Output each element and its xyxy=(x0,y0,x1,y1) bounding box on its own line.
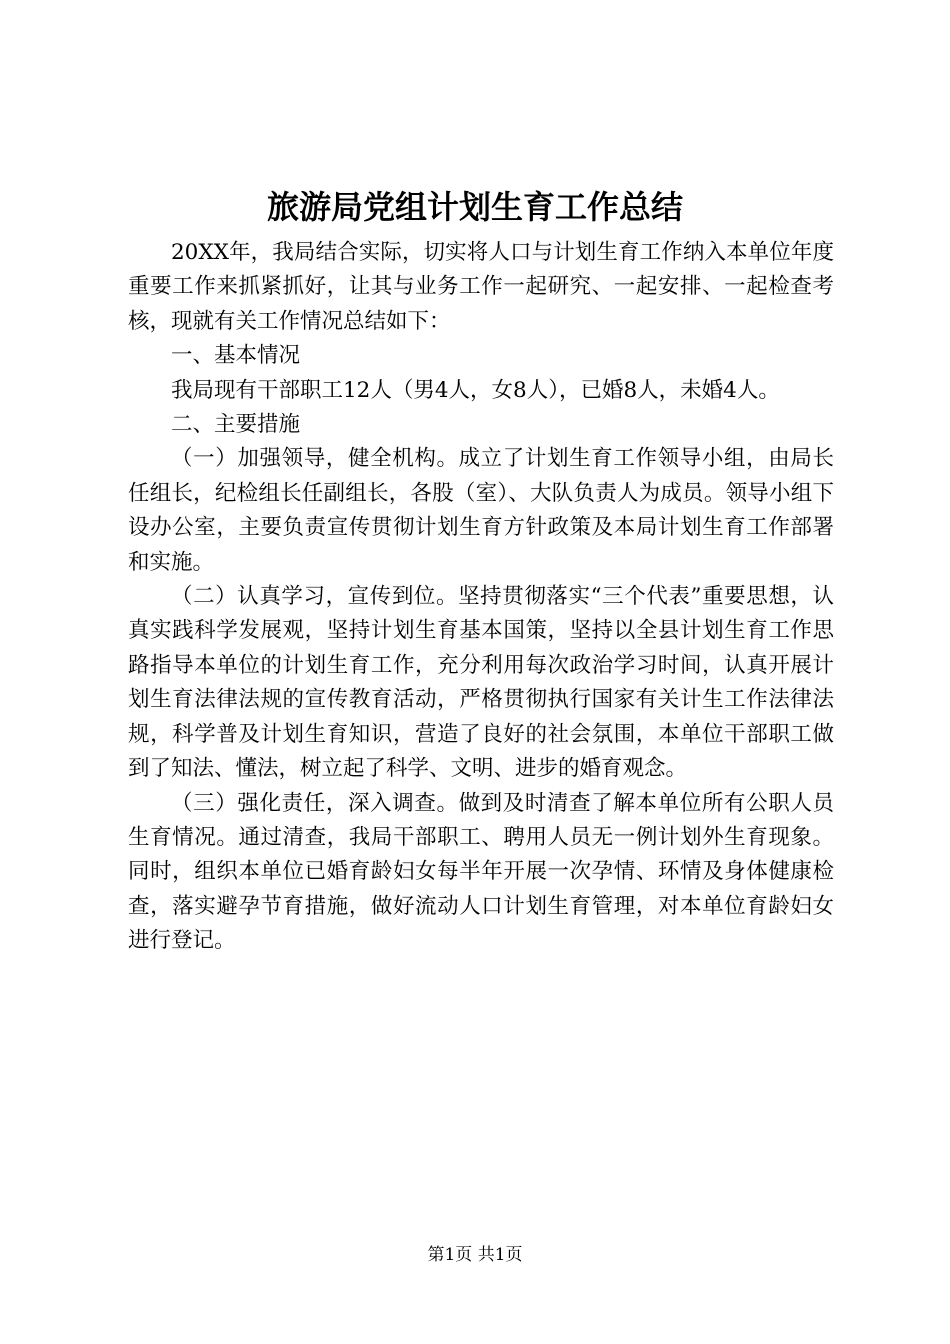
page-footer: 第1页 共1页 xyxy=(427,1245,523,1265)
measure-paragraph-2: （二）认真学习，宣传到位。坚持贯彻落实“三个代表”重要思想，认真实践科学发展观，坚持计划生育基本国策，坚持以全县计划生育工作思路指导本单位的计划生育工作，充分利用每次政治学习时间，认真开展计划生育法律法规的宣传教育活动，严格贯彻执行国家有关计生工作法律法规，科学普及计划生育知识，营造了良好的社会氛围，本单位干部职工做到了知法、懂法，树立起了科学、文明、进步的婚育观念。 xyxy=(128,584,834,782)
intro-paragraph: 20XX年，我局结合实际，切实将人口与计划生育工作纳入本单位年度重要工作来抓紧抓好，让其与业务工作一起研究、一起安排、一起检查考核，现就有关工作情况总结如下： xyxy=(128,240,834,334)
basic-situation-paragraph: 我局现有干部职工12人（男4人，女8人），已婚8人，未婚4人。 xyxy=(171,377,780,403)
document-body xyxy=(128,236,834,959)
measure-paragraph-3: （三）强化责任，深入调查。做到及时清查了解本单位所有公职人员生育情况。通过清查，我局干部职工、聘用人员无一例计划外生育现象。同时，组织本单位已婚育龄妇女每半年开展一次孕情、环情及身体健康检查，落实避孕节育措施，做好流动人口计划生育管理，对本单位育龄妇女进行登记。 xyxy=(128,790,834,954)
measure-paragraph-1: （一）加强领导，健全机构。成立了计划生育工作领导小组，由局长任组长，纪检组长任副组长，各股（室）、大队负责人为成员。领导小组下设办公室，主要负责宣传贯彻计划生育方针政策及本局计划生育工作部署和实施。 xyxy=(128,446,834,575)
section-heading-basic-situation: 一、基本情况 xyxy=(171,343,301,369)
section-heading-main-measures: 二、主要措施 xyxy=(171,412,301,438)
document-title: 旅游局党组计划生育工作总结 xyxy=(266,188,683,226)
